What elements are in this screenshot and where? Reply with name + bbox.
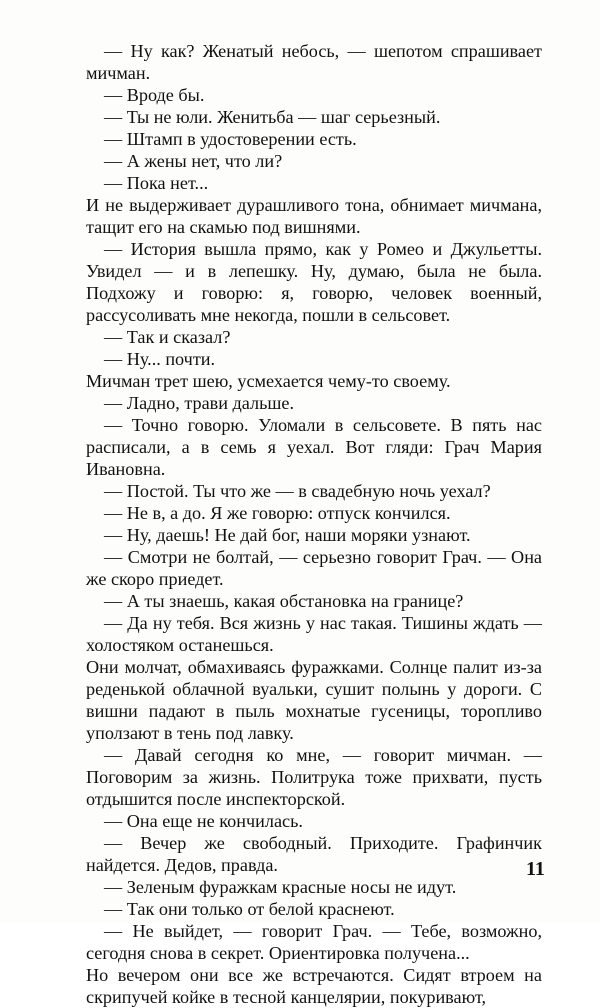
body-text	[86, 40, 542, 1008]
paragraph: — Ну... почти.	[104, 349, 216, 369]
paragraph: — Она еще не кончилась.	[104, 811, 303, 831]
paragraph: — Так они только от белой краснеют.	[104, 899, 395, 919]
paragraph: — Да ну тебя. Вся жизнь у нас такая. Тишины ждать — холостяком останешься.	[86, 613, 542, 655]
page-number: 11	[526, 858, 545, 880]
paragraph: — Вроде бы.	[104, 85, 205, 105]
paragraph: — Так и сказал?	[104, 327, 231, 347]
paragraph: — Не в, а до. Я же говорю: отпуск кончился.	[104, 503, 451, 523]
paragraph: — Пока нет...	[104, 173, 209, 193]
paragraph: И не выдерживает дурашливого тона, обнимает мичмана, тащит его на скамью под вишнями.	[86, 195, 542, 237]
paragraph: — Не выйдет, — говорит Грач. — Тебе, возможно, сегодня снова в секрет. Ориентировка получена...	[86, 921, 542, 963]
paragraph: — Ты не юли. Женитьба — шаг серьезный.	[104, 107, 441, 127]
paragraph: Они молчат, обмахиваясь фуражками. Солнце палит из-за реденькой облачной вуальки, сушит полынь у дороги. С вишни падают в пыль мохнатые гусеницы, торопливо уползают в тень под лавку.	[86, 657, 542, 743]
paragraph: — Вечер же свободный. Приходите. Графинчик найдется. Дедов, правда.	[86, 833, 542, 875]
paragraph: — Штамп в удостоверении есть.	[104, 129, 357, 149]
paragraph: — Смотри не болтай, — серьезно говорит Грач. — Она же скоро приедет.	[86, 547, 542, 589]
paragraph: — Точно говорю. Уломали в сельсовете. В пять нас расписали, а в семь я уехал. Вот гляди: Грач Мария Ивановна.	[86, 415, 542, 479]
paragraph: — Ну как? Женатый небось, — шепотом спрашивает мичман.	[86, 41, 542, 83]
paragraph: — А жены нет, что ли?	[104, 151, 283, 171]
paragraph: — А ты знаешь, какая обстановка на границе?	[104, 591, 464, 611]
paragraph: — История вышла прямо, как у Ромео и Джульетты. Увидел — и в лепешку. Ну, думаю, была не была. Подхожу и говорю: я, говорю, человек военный, рассусоливать мне некогда, пошли в сельсовет.	[86, 239, 542, 325]
paragraph: Мичман трет шею, усмехается чему-то своему.	[86, 371, 451, 391]
paragraph: — Постой. Ты что же — в свадебную ночь уехал?	[104, 481, 491, 501]
paragraph: Но вечером они все же встречаются. Сидят втроем на скрипучей койке в тесной канцелярии, покуривают,	[86, 965, 542, 1007]
paragraph: — Ну, даешь! Не дай бог, наши моряки узнают.	[104, 525, 471, 545]
paragraph: — Зеленым фуражкам красные носы не идут.	[104, 877, 457, 897]
paragraph: — Ладно, трави дальше.	[104, 393, 295, 413]
paragraph: — Давай сегодня ко мне, — говорит мичман. — Поговорим за жизнь. Политрука тоже прихвати, пусть отдышится после инспекторской.	[86, 745, 542, 809]
